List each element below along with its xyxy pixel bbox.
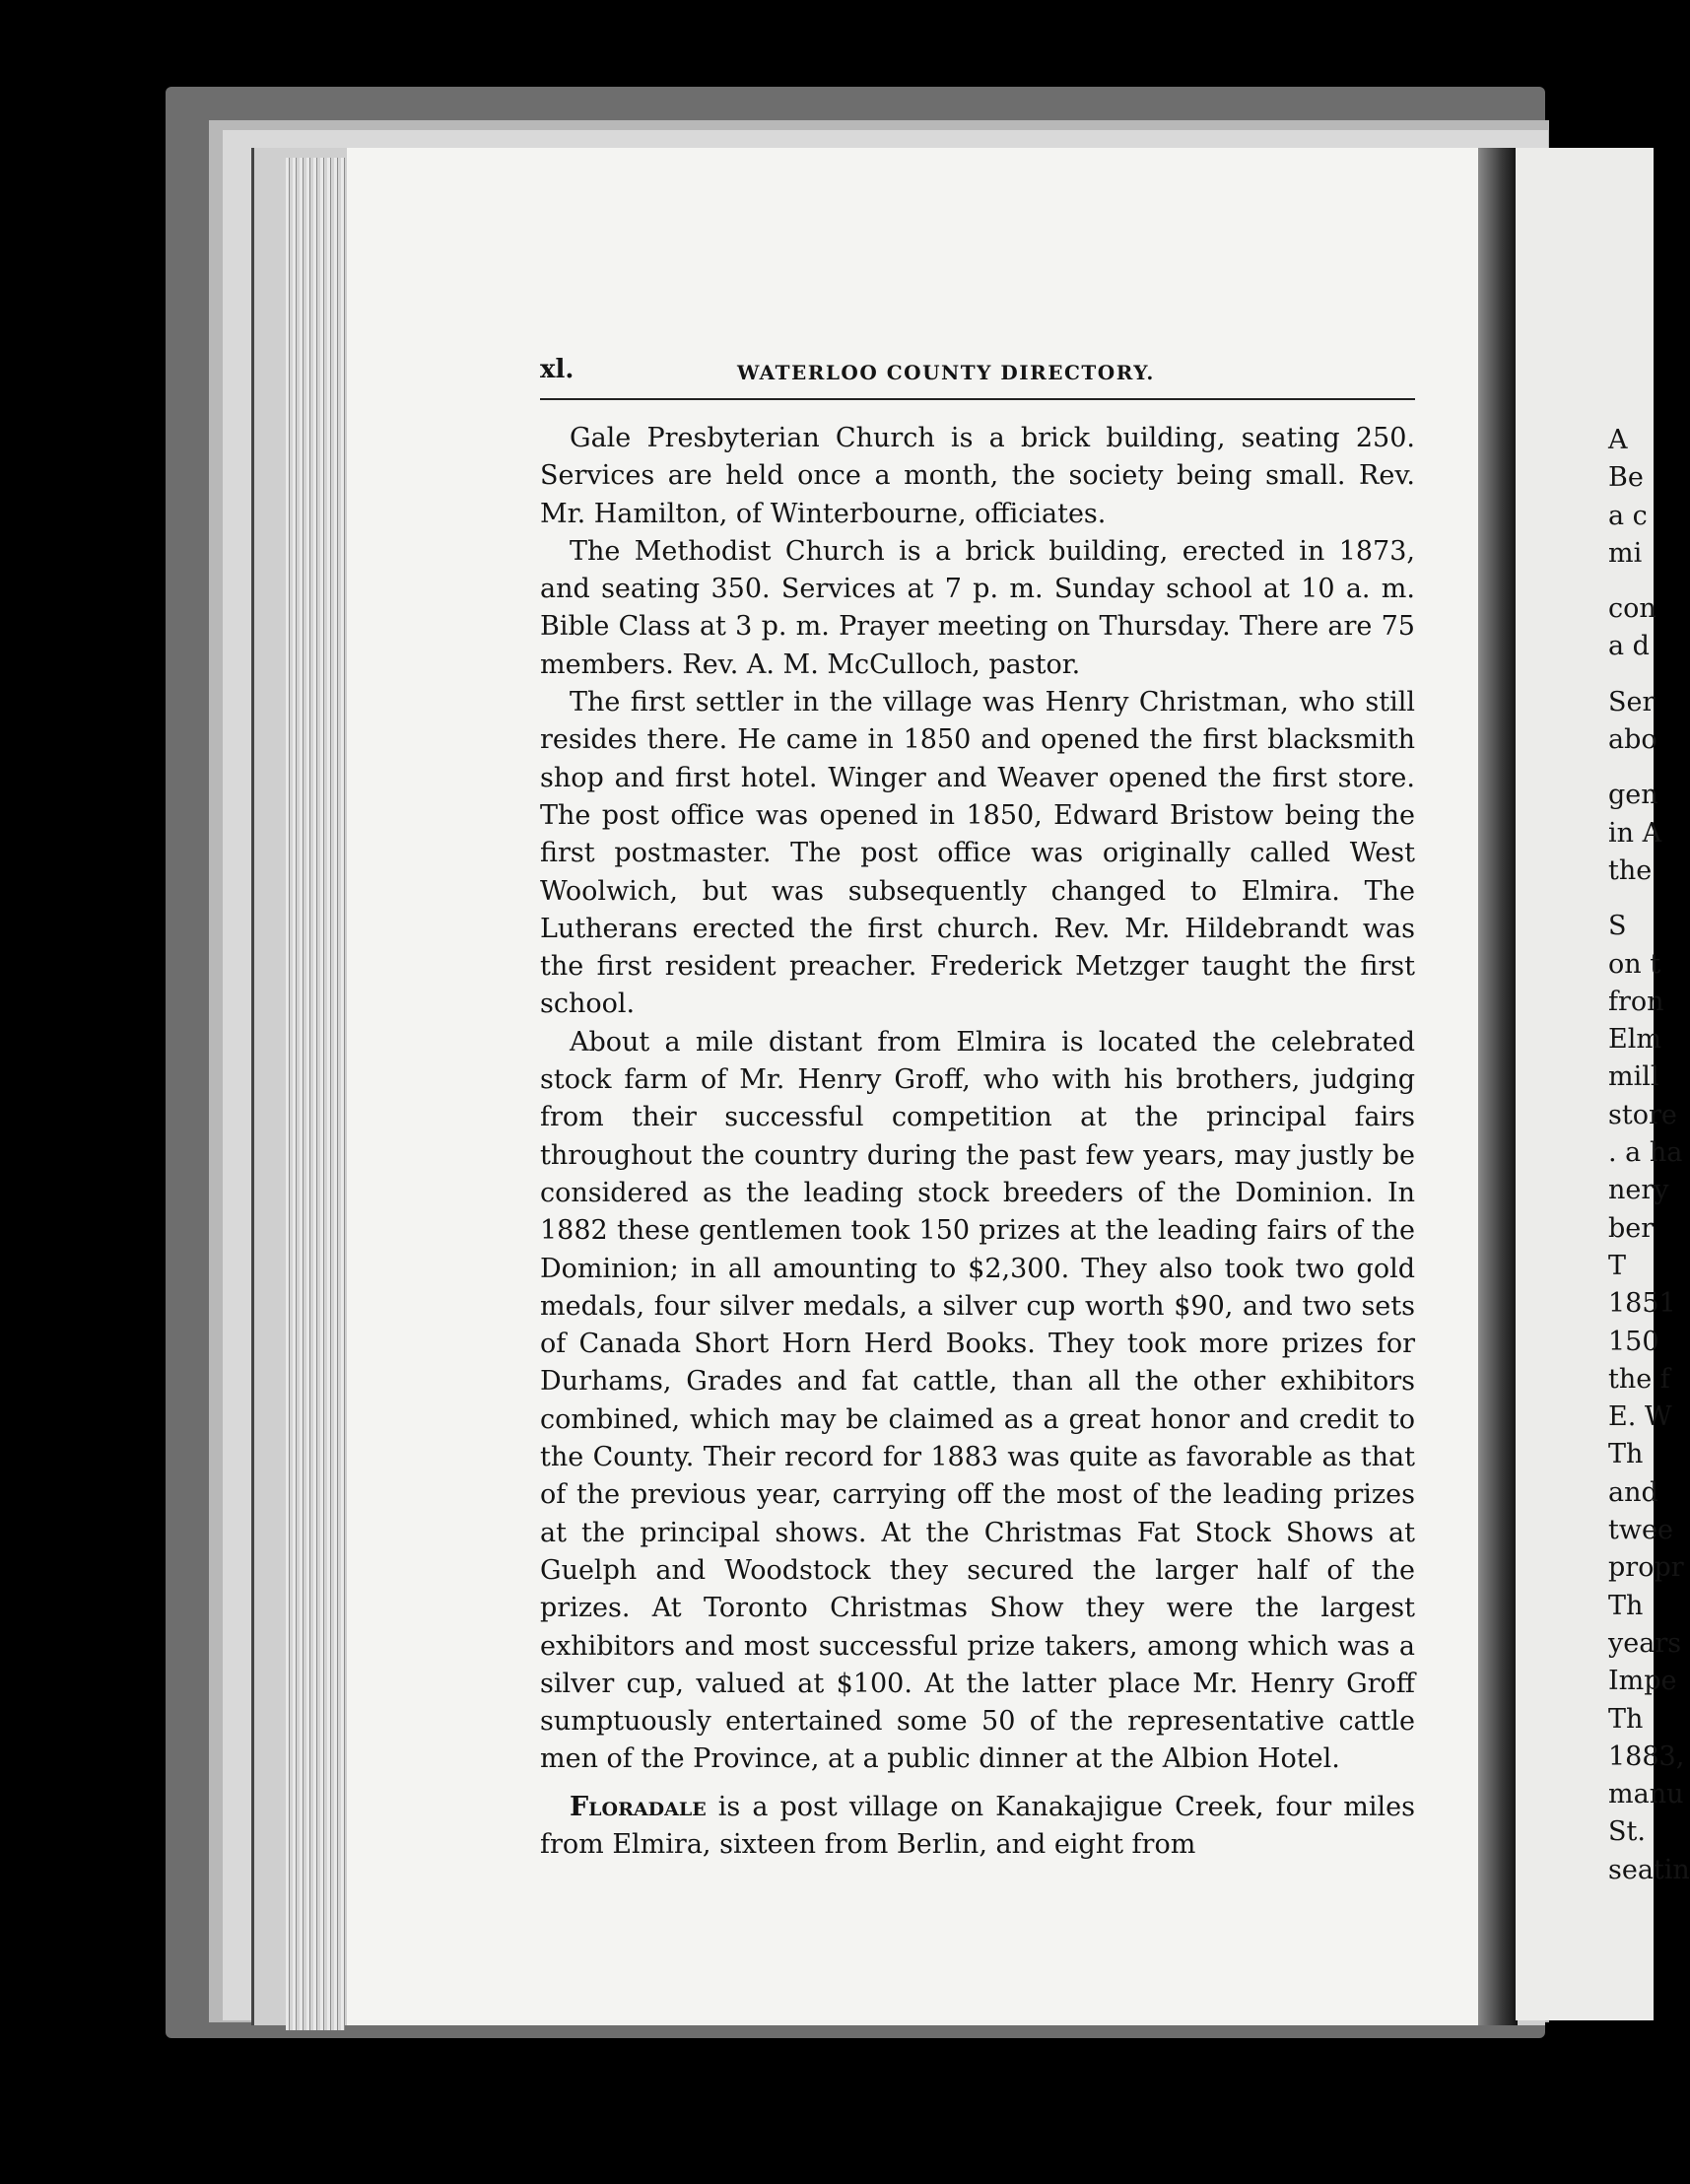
facing-page-text-fragments [1608, 422, 1690, 1889]
paragraph-floradale [540, 1789, 1415, 1865]
facing-page-fragment [1608, 759, 1677, 777]
facing-page-fragment: propr [1608, 1552, 1684, 1584]
facing-page-fragment: 1883, [1608, 1740, 1685, 1772]
facing-page-fragment: nery [1608, 1175, 1669, 1206]
book-gutter [1478, 148, 1518, 2025]
facing-page-fragment: manu [1608, 1779, 1684, 1810]
facing-page-fragment: a d [1608, 631, 1650, 662]
facing-page-fragment: 150 [1608, 1326, 1659, 1357]
facing-page-fragment [1608, 890, 1677, 908]
facing-page-fragment: con [1608, 593, 1656, 625]
facing-page-fragment: St. [1608, 1816, 1646, 1848]
facing-page-fragment [1608, 573, 1677, 590]
paragraph: Gale Presbyterian Church is a brick building, seating 250. Services are held once a month, the society being small. Rev. Mr. Hamilton, of Winterbourne, officiates. [540, 423, 1415, 529]
facing-page-fragment: Th [1608, 1703, 1644, 1735]
facing-page-fragment: store [1608, 1099, 1677, 1130]
page-edges [286, 158, 345, 2030]
facing-page-fragment: 1851 [1608, 1288, 1676, 1320]
facing-page-fragment: Th [1608, 1590, 1644, 1621]
facing-page-fragment: . a ha [1608, 1137, 1683, 1169]
facing-page-fragment: ber [1608, 1212, 1655, 1244]
facing-page-fragment: Be [1608, 462, 1644, 494]
facing-page-fragment: T [1608, 1250, 1627, 1281]
place-name: Floradale [570, 1791, 707, 1822]
page-number: xl. [540, 355, 575, 384]
facing-page-fragment: A [1608, 425, 1628, 455]
facing-page-fragment: seatin [1608, 1854, 1690, 1885]
facing-page-fragment [1608, 666, 1677, 684]
facing-page-fragment: mill [1608, 1061, 1659, 1093]
facing-page-fragment: Ser [1608, 686, 1656, 717]
facing-page-fragment: abo [1608, 724, 1657, 756]
facing-page-fragment: Elm [1608, 1024, 1661, 1056]
paragraph: The first settler in the village was Henry Christman, who still resides there. He came in 1850 and opened the first blacksmith shop and first hotel. Winger and Weaver opened the first store. The post office was opened in 1850, Edward Bristow being the first postmaster. The post office was originally called West Woolwich, but was subsequently changed to Elmira. The Lutherans erected the first church. Rev. Mr. Hildebrandt was the first resident preacher. Frederick Metzger taught the first school. [540, 687, 1415, 1020]
facing-page-fragment: and [1608, 1476, 1658, 1508]
facing-page-fragment: E. W [1608, 1401, 1672, 1433]
facing-page-fragment: gen [1608, 780, 1658, 811]
facing-page-fragment: S [1608, 911, 1627, 942]
page-content [540, 355, 1415, 1864]
facing-page-fragment: the [1608, 854, 1653, 886]
facing-page-fragment: a c [1608, 500, 1648, 531]
facing-page-fragment: mi [1608, 537, 1643, 569]
running-title: WATERLOO COUNTY DIRECTORY. [737, 361, 1155, 384]
facing-page-fragment: Th [1608, 1439, 1644, 1470]
page-header [540, 355, 1415, 400]
paragraph: The Methodist Church is a brick building, erected in 1873, and seating 350. Services at 7 p. m. Sunday school at 10 a. m. Bible Class at 3 p. m. Prayer meeting on Thursday. There are 75 members. Rev. A. M. McCulloch, pastor. [540, 535, 1415, 680]
facing-page-fragment: years [1608, 1627, 1682, 1659]
paragraph-text: is a post village on Kanakajigue Creek, four miles from Elmira, sixteen from Berlin, and eight from [540, 1791, 1415, 1860]
body-text [540, 420, 1415, 1864]
facing-page-fragment: on t [1608, 948, 1661, 980]
facing-page-fragment: Impe [1608, 1666, 1677, 1697]
facing-page-fragment: fron [1608, 986, 1664, 1017]
facing-page-fragment: in A [1608, 817, 1662, 849]
paragraph: About a mile distant from Elmira is located the celebrated stock farm of Mr. Henry Groff, who with his brothers, judging from their successful competition at the principal fairs throughout the country during the past few years, may justly be considered as the leading stock breeders of the Dominion. In 1882 these gentlemen took 150 prizes at the leading fairs of the Dominion; in all amounting to $2,300. They also took two gold medals, four silver medals, a silver cup worth $90, and two sets of Canada Short Horn Herd Books. They took more prizes for Durhams, Grades and fat cattle, than all the other exhibitors combined, which may be claimed as a great honor and credit to the County. Their record for 1883 was quite as favorable as that of the previous year, carrying off the most of the leading prizes at the principal shows. At the Christmas Fat Stock Shows at Guelph and Woodstock they secured the larger half of the prizes. At Toronto Christmas Show they were the largest exhibitors and most successful prize takers, among which was a silver cup, valued at $100. At the latter place Mr. Henry Groff sumptuously entertained some 50 of the representative cattle men of the Province, at a public dinner at the Albion Hotel. [540, 1026, 1415, 1775]
facing-page-fragment: the f [1608, 1363, 1670, 1395]
facing-page-fragment: twee [1608, 1515, 1673, 1546]
